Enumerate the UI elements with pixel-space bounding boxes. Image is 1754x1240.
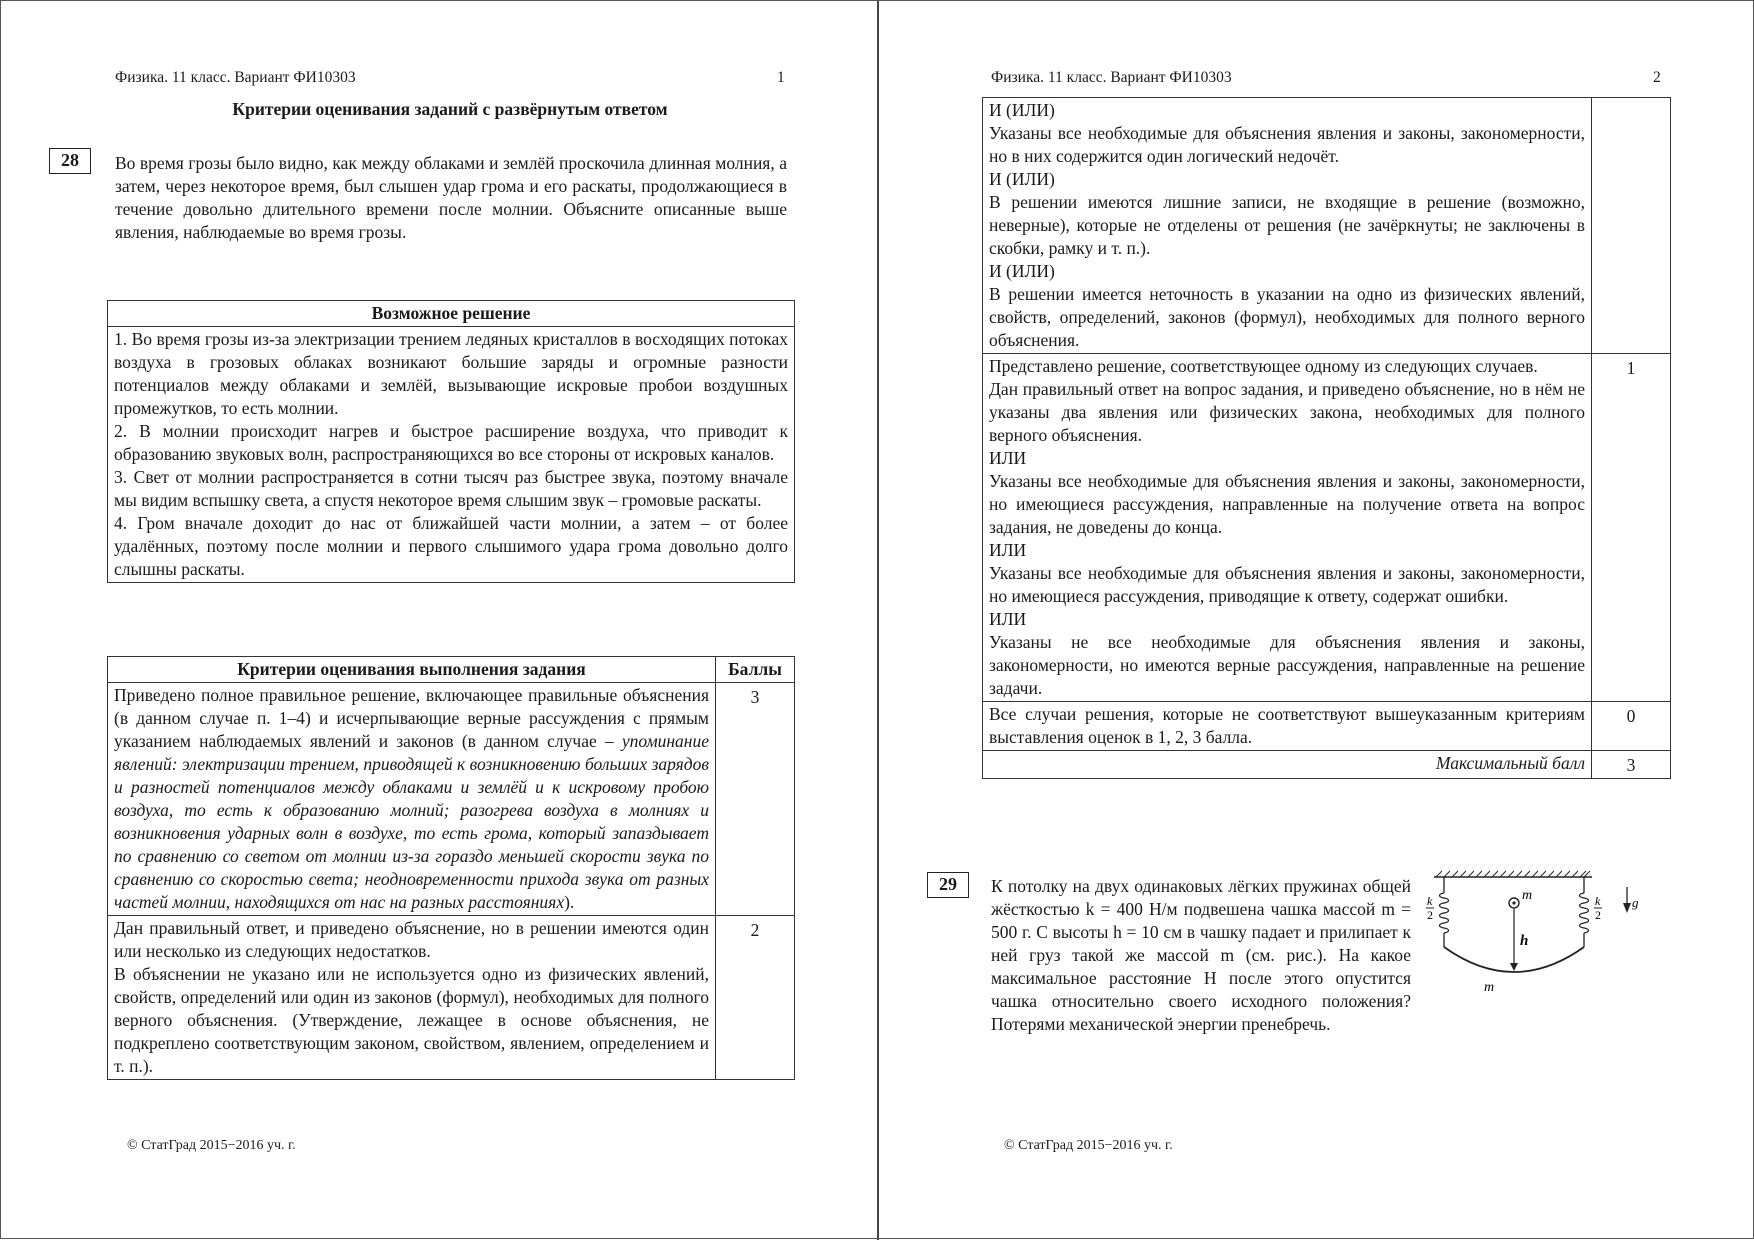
- question-number-28: 28: [49, 148, 91, 174]
- criteria-text-1: [983, 354, 1592, 702]
- criteria-line: И (ИЛИ): [989, 100, 1055, 120]
- criteria-row-0: [983, 702, 1671, 751]
- footer-right: © СтатГрад 2015−2016 уч. г.: [1004, 1138, 1173, 1153]
- label-half-left: 2: [1427, 908, 1433, 922]
- question-number-29: 29: [927, 872, 969, 898]
- solution-table: [107, 300, 795, 583]
- solution-item: 2. В молнии происходит нагрев и быстрое расширение воздуха, что приводит к образованию звуковых волн, распространяющихся во все стороны от искровых каналов.: [114, 421, 788, 464]
- criteria-table-right: [982, 97, 1671, 779]
- criteria-header: Критерии оценивания выполнения задания: [108, 657, 716, 683]
- question-29-text-body: К потолку на двух одинаковых лёгких пружинах общей жёсткостью k = 400 Н/м подвешена чашка массой m = 500 г. С высоты h = 10 см в чашку падает и прилипает к ней груз такой же массой m (см. рис.). На какое максимальное расстояние H после этого опустится чашка относительно своего исходного положения? Потерями механической энергии пренебречь.: [991, 876, 1411, 1034]
- running-title-left: Физика. 11 класс. Вариант ФИ10303: [115, 69, 356, 86]
- running-title-right: Физика. 11 класс. Вариант ФИ10303: [991, 69, 1232, 86]
- points-header: Баллы: [716, 657, 795, 683]
- solution-body: [108, 327, 795, 583]
- section-title: Критерии оценивания заданий с развёрнутым ответом: [232, 99, 668, 119]
- criteria-line: ИЛИ: [989, 448, 1027, 468]
- label-k-left: k: [1427, 894, 1433, 908]
- criteria-3-tail: ).: [564, 892, 575, 912]
- points-0: 0: [1592, 702, 1671, 751]
- criteria-line: В решении имеются лишние записи, не входящие в решение (возможно, неверные), которые не отделены от решения (не зачёркнуты; не заключены в скобки, рамку и т. п.).: [989, 192, 1585, 258]
- criteria-3-italic: упоминание явлений: электризации трением, приводящей к возникновению больших зарядов и разностей потенциалов между облаками и землёй и к искровому пробою воздуха, то есть к образованию молний; разогрева воздуха в молниях и возникновения ударных волн в воздухе, то есть грома, который запаздывает по сравнению со светом от молнии из-за гораздо меньшей скорости звука по сравнению со скоростью света; неодновременности прихода звука от разных частей молнии, находящихся от нас на разных расстояниях: [114, 731, 709, 912]
- solution-item: 1. Во время грозы из-за электризации трением ледяных кристаллов в восходящих потоках воздуха в грозовых облаках возникают большие заряды и огромные разности потенциалов между облаками и землёй, вызывающие искровые пробои воздушных промежутков, то есть молнии.: [114, 329, 788, 418]
- spring-left: [1440, 877, 1449, 947]
- criteria-2-p1: Дан правильный ответ, и приведено объяснение, но в решении имеются один или несколько из следующих недостатков.: [114, 918, 709, 961]
- points-3: 3: [716, 683, 795, 916]
- spring-cup-figure: [1414, 867, 1644, 997]
- criteria-line: Указаны все необходимые для объяснения явления и законы, закономерности, но в них содержится один логический недочёт.: [989, 123, 1585, 166]
- criteria-line: ИЛИ: [989, 540, 1027, 560]
- criteria-row-max: [983, 751, 1671, 779]
- points-2: 2: [716, 916, 795, 1080]
- question-28-text: Во время грозы было видно, как между облаками и землёй проскочила длинная молния, а затем, через некоторое время, был слышен удар грома и его раскаты, продолжающиеся в течение довольно длительного времени после молнии. Объясните описанные выше явления, наблюдаемые во время грозы.: [115, 153, 787, 242]
- criteria-line: Представлено решение, соответствующее одному из следующих случаев.: [989, 356, 1538, 376]
- solution-item: 3. Свет от молнии распространяется в сотни тысяч раз быстрее звука, поэтому вначале мы видим вспышку света, а спустя некоторое время слышим звук – громовые раскаты.: [114, 467, 788, 510]
- max-score-label: Максимальный балл: [983, 751, 1592, 779]
- criteria-text-2: [108, 916, 716, 1080]
- criteria-3-lead: Приведено полное правильное решение, включающее правильные объяснения (в данном случае п. 1–4) и исчерпывающие верные рассуждения с прямым указанием наблюдаемых явлений и законов (в данном случае –: [114, 685, 709, 751]
- criteria-line: Дан правильный ответ на вопрос задания, и приведено объяснение, но в нём не указаны два явления или физических закона, необходимых для полного верного объяснения.: [989, 379, 1585, 445]
- criteria-line: ИЛИ: [989, 609, 1027, 629]
- criteria-line: Указаны все необходимые для объяснения явления и законы, закономерности, но имеющиеся рассуждения, направленные на получение ответа на вопрос задания, не доведены до конца.: [989, 471, 1585, 537]
- criteria-row-2: [108, 916, 795, 1080]
- criteria-row-2-cont: [983, 98, 1671, 354]
- points-1: 1: [1592, 354, 1671, 702]
- criteria-line: Указаны все необходимые для объяснения явления и законы, закономерности, но имеющиеся рассуждения, приводящие к ответу, содержат ошибки.: [989, 563, 1585, 606]
- criteria-text-0: Все случаи решения, которые не соответствуют вышеуказанным критериям выставления оценок в 1, 2, 3 балла.: [983, 702, 1592, 751]
- label-k-right: k: [1595, 894, 1601, 908]
- label-half-right: 2: [1595, 908, 1601, 922]
- max-score-value: 3: [1592, 751, 1671, 779]
- question-29-text: [991, 875, 1411, 1036]
- spring-right: [1580, 877, 1589, 947]
- criteria-line: Указаны не все необходимые для объяснения явления и законы, закономерности, но имеются верные рассуждения, направленные на решение задачи.: [989, 632, 1585, 698]
- label-m-ball: m: [1522, 888, 1533, 903]
- criteria-row-1: [983, 354, 1671, 702]
- criteria-line: И (ИЛИ): [989, 261, 1055, 281]
- criteria-text-2-cont: [983, 98, 1592, 354]
- criteria-text-3: [108, 683, 716, 916]
- label-g: g: [1632, 895, 1639, 910]
- page-number-right: 2: [1653, 69, 1661, 86]
- solution-header: Возможное решение: [108, 301, 795, 327]
- label-h: h: [1520, 933, 1529, 949]
- criteria-2-p2: В объяснении не указано или не используется одно из физических явлений, свойств, определений или один из законов (формул), необходимых для полного верного объяснения. (Утверждение, лежащее в основе объяснения, не подкреплено соответствующим законом, свойством, явлением, определением и т. п.).: [114, 964, 709, 1076]
- criteria-line: В решении имеется неточность в указании на одно из физических явлений, свойств, определений, законов (формул), необходимых для полного верного объяснения.: [989, 284, 1585, 350]
- solution-item: 4. Гром вначале доходит до нас от ближайшей части молнии, а затем – от более удалённых, поэтому после молнии и первого слышимого удара грома довольно долго слышны раскаты.: [114, 513, 788, 579]
- criteria-line: И (ИЛИ): [989, 169, 1055, 189]
- label-m-cup: m: [1484, 980, 1495, 995]
- footer-left: © СтатГрад 2015−2016 уч. г.: [127, 1138, 296, 1153]
- page-number-left: 1: [777, 69, 785, 86]
- page-right: [879, 1, 1754, 1240]
- points-2-cont: [1592, 98, 1671, 354]
- criteria-row-3: [108, 683, 795, 916]
- criteria-table-left: [107, 656, 795, 1080]
- page-left: [1, 1, 877, 1240]
